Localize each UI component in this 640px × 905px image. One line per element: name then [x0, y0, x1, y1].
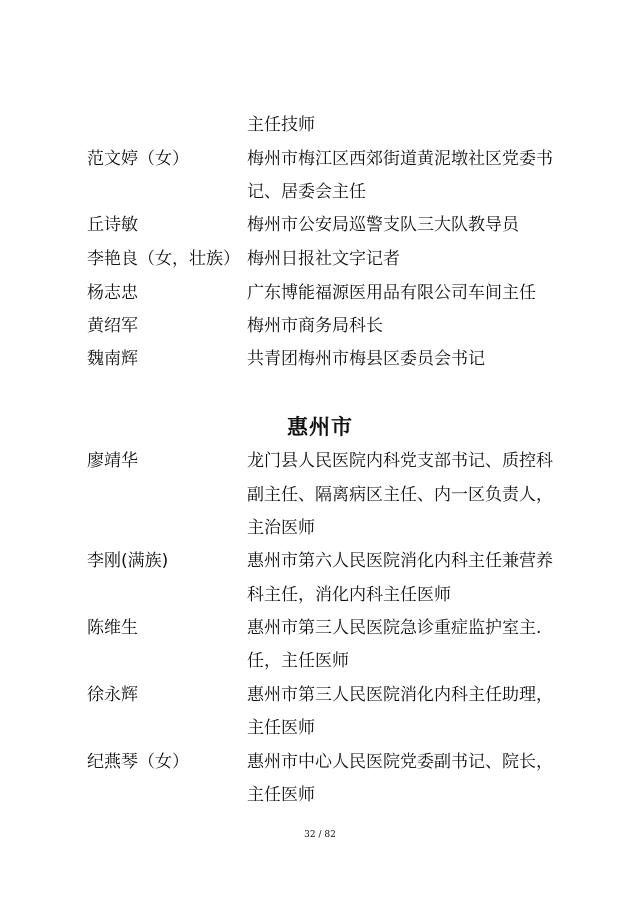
position-line: 梅州市商务局科长 — [247, 316, 383, 336]
position-line: 主治医师 — [247, 518, 315, 538]
position-line: 梅州市公安局巡警支队三大队教导员 — [247, 215, 519, 235]
person-name: 黄绍军 — [87, 316, 138, 336]
person-name: 纪燕琴（女） — [87, 752, 189, 772]
position-line: 记、居委会主任 — [247, 182, 366, 202]
position-line: 惠州市中心人民医院党委副书记、院长， — [247, 752, 553, 772]
position-line: 龙门县人民医院内科党支部书记、质控科 — [247, 451, 553, 471]
position-line: 共青团梅州市梅县区委员会书记 — [247, 349, 485, 369]
position-line: 主任医师 — [247, 785, 315, 805]
page-number: 32 / 82 — [304, 830, 336, 840]
position-line: 广东博能福源医用品有限公司车间主任 — [247, 283, 536, 303]
position-line: 科主任，消化内科主任医师 — [247, 585, 451, 605]
position-line: 惠州市第三人民医院急诊重症监护室主. — [247, 618, 542, 638]
person-name: 李艳良（女，壮族） — [87, 249, 240, 269]
section-title: 惠州市 — [287, 415, 353, 439]
position-line: 惠州市第三人民医院消化内科主任助理， — [247, 685, 553, 705]
position-line: 任，主任医师 — [247, 651, 349, 671]
position-line: 主任医师 — [247, 718, 315, 738]
person-name: 廖靖华 — [87, 451, 138, 471]
continuation-line: 主任技师 — [247, 115, 315, 135]
person-name: 李刚(满族) — [87, 551, 169, 571]
person-name: 徐永辉 — [87, 685, 138, 705]
position-line: 梅州市梅江区西郊街道黄泥墩社区党委书 — [247, 149, 553, 169]
person-name: 范文婷（女） — [87, 149, 189, 169]
position-line: 梅州日报社文字记者 — [247, 249, 400, 269]
person-name: 陈维生 — [87, 618, 138, 638]
person-name: 杨志忠 — [87, 283, 138, 303]
position-line: 惠州市第六人民医院消化内科主任兼营养 — [247, 551, 553, 571]
position-line: 副主任、隔离病区主任、内一区负责人， — [247, 485, 553, 505]
person-name: 丘诗敏 — [87, 215, 138, 235]
person-name: 魏南辉 — [87, 349, 138, 369]
